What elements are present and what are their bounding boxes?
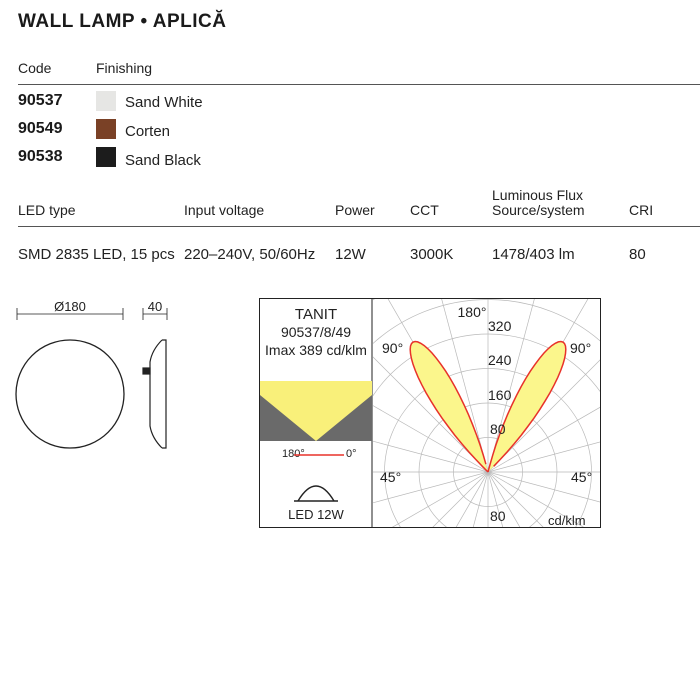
imax-label: Imax 389 cd/klm [265, 342, 367, 358]
color-swatch [96, 119, 116, 139]
polar-ring-label: 80 [490, 421, 506, 437]
page-title: WALL LAMP • APLICĂ [18, 11, 227, 32]
spec-divider [18, 226, 700, 227]
polar-ring-label: 320 [488, 318, 512, 334]
spec-value-cct: 3000K [410, 246, 454, 263]
depth-label: 40 [147, 299, 163, 314]
color-swatch [96, 147, 116, 167]
finishing-header: Finishing [96, 60, 153, 76]
product-name: TANIT [294, 306, 338, 323]
variant-finish: Sand White [125, 94, 203, 111]
polar-angle-45-left: 45° [380, 469, 402, 485]
spec-header-cct: CCT [410, 202, 439, 218]
photometric-svg [260, 299, 600, 527]
polar-ring-label: 160 [488, 387, 512, 403]
spec-header-flux-line2: Source/system [492, 202, 585, 218]
polar-grid-spoke [358, 299, 600, 527]
variant-finish: Corten [125, 123, 171, 140]
polar-unit: cd/klm [548, 513, 586, 527]
lamp-icon [294, 486, 338, 501]
diameter-label: Ø180 [54, 299, 86, 314]
lamp-label: LED 12W [288, 507, 344, 522]
spec-header-flux-line1: Luminous Flux [492, 187, 584, 203]
spec-header-input-voltage: Input voltage [184, 202, 265, 218]
technical-drawing [0, 290, 250, 450]
header-divider [18, 84, 700, 85]
beam-angle-right: 0° [346, 448, 357, 460]
spec-value-power: 12W [335, 246, 366, 263]
spec-value-cri: 80 [629, 246, 646, 263]
lamp-side-view [143, 340, 166, 448]
polar-angle-90-right: 90° [570, 340, 592, 356]
polar-bottom-value: 80 [490, 508, 506, 524]
variant-finish: Sand Black [125, 152, 201, 169]
spec-header-cri: CRI [629, 202, 654, 218]
product-codes: 90537/8/49 [280, 324, 352, 340]
lamp-front-view [16, 340, 124, 448]
polar-angle-90-left: 90° [382, 340, 404, 356]
beam-angle-left: 180° [282, 448, 305, 460]
polar-ring-label: 240 [488, 352, 512, 368]
spec-value-input-voltage: 220–240V, 50/60Hz [184, 246, 316, 263]
variant-code: 90537 [18, 92, 63, 109]
polar-angle-top: 180° [457, 304, 487, 320]
variant-code: 90549 [18, 120, 63, 137]
beam-graphic [260, 381, 372, 441]
spec-value-led-type: SMD 2835 LED, 15 pcs [18, 246, 175, 263]
spec-header-led-type: LED type [18, 202, 76, 218]
code-header: Code [18, 60, 52, 76]
polar-angle-45-right: 45° [571, 469, 593, 485]
color-swatch [96, 91, 116, 111]
variant-code: 90538 [18, 148, 63, 165]
polar-grid-spoke [358, 299, 600, 527]
spec-value-flux: 1478/403 lm [492, 246, 575, 263]
spec-header-power: Power [335, 202, 375, 218]
photometric-panel [259, 298, 601, 528]
